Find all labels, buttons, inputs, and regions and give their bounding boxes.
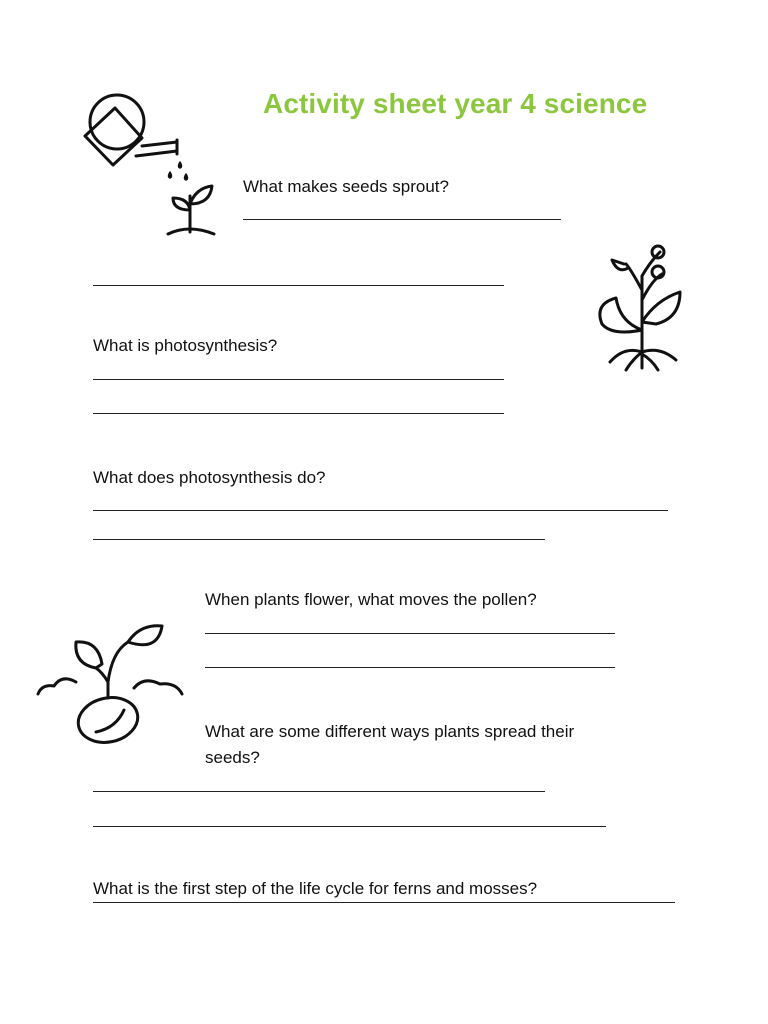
question-photosynthesis: What is photosynthesis? <box>93 336 278 355</box>
question-seed-spread-cont: seeds? <box>205 748 260 767</box>
answer-line[interactable] <box>93 285 504 286</box>
answer-line[interactable] <box>243 219 561 220</box>
question-pollen: When plants flower, what moves the pollen? <box>205 590 537 609</box>
answer-line[interactable] <box>205 633 615 634</box>
answer-line[interactable] <box>93 791 545 792</box>
sprouting-seed-icon <box>34 622 186 746</box>
seedling-icon <box>158 158 220 238</box>
answer-line[interactable] <box>93 539 545 540</box>
plant-with-roots-icon <box>596 240 688 372</box>
answer-line[interactable] <box>93 826 606 827</box>
answer-line[interactable] <box>93 902 675 903</box>
answer-line[interactable] <box>93 379 504 380</box>
question-photosynthesis-do: What does photosynthesis do? <box>93 468 326 487</box>
answer-line[interactable] <box>93 510 668 511</box>
answer-line[interactable] <box>93 413 504 414</box>
question-seed-spread: What are some different ways plants spread their <box>205 722 575 741</box>
question-seeds-sprout: What makes seeds sprout? <box>243 177 449 196</box>
page-title: Activity sheet year 4 science <box>263 88 648 119</box>
answer-line[interactable] <box>205 667 615 668</box>
question-ferns-mosses: What is the first step of the life cycle for ferns and mosses? <box>93 879 538 898</box>
